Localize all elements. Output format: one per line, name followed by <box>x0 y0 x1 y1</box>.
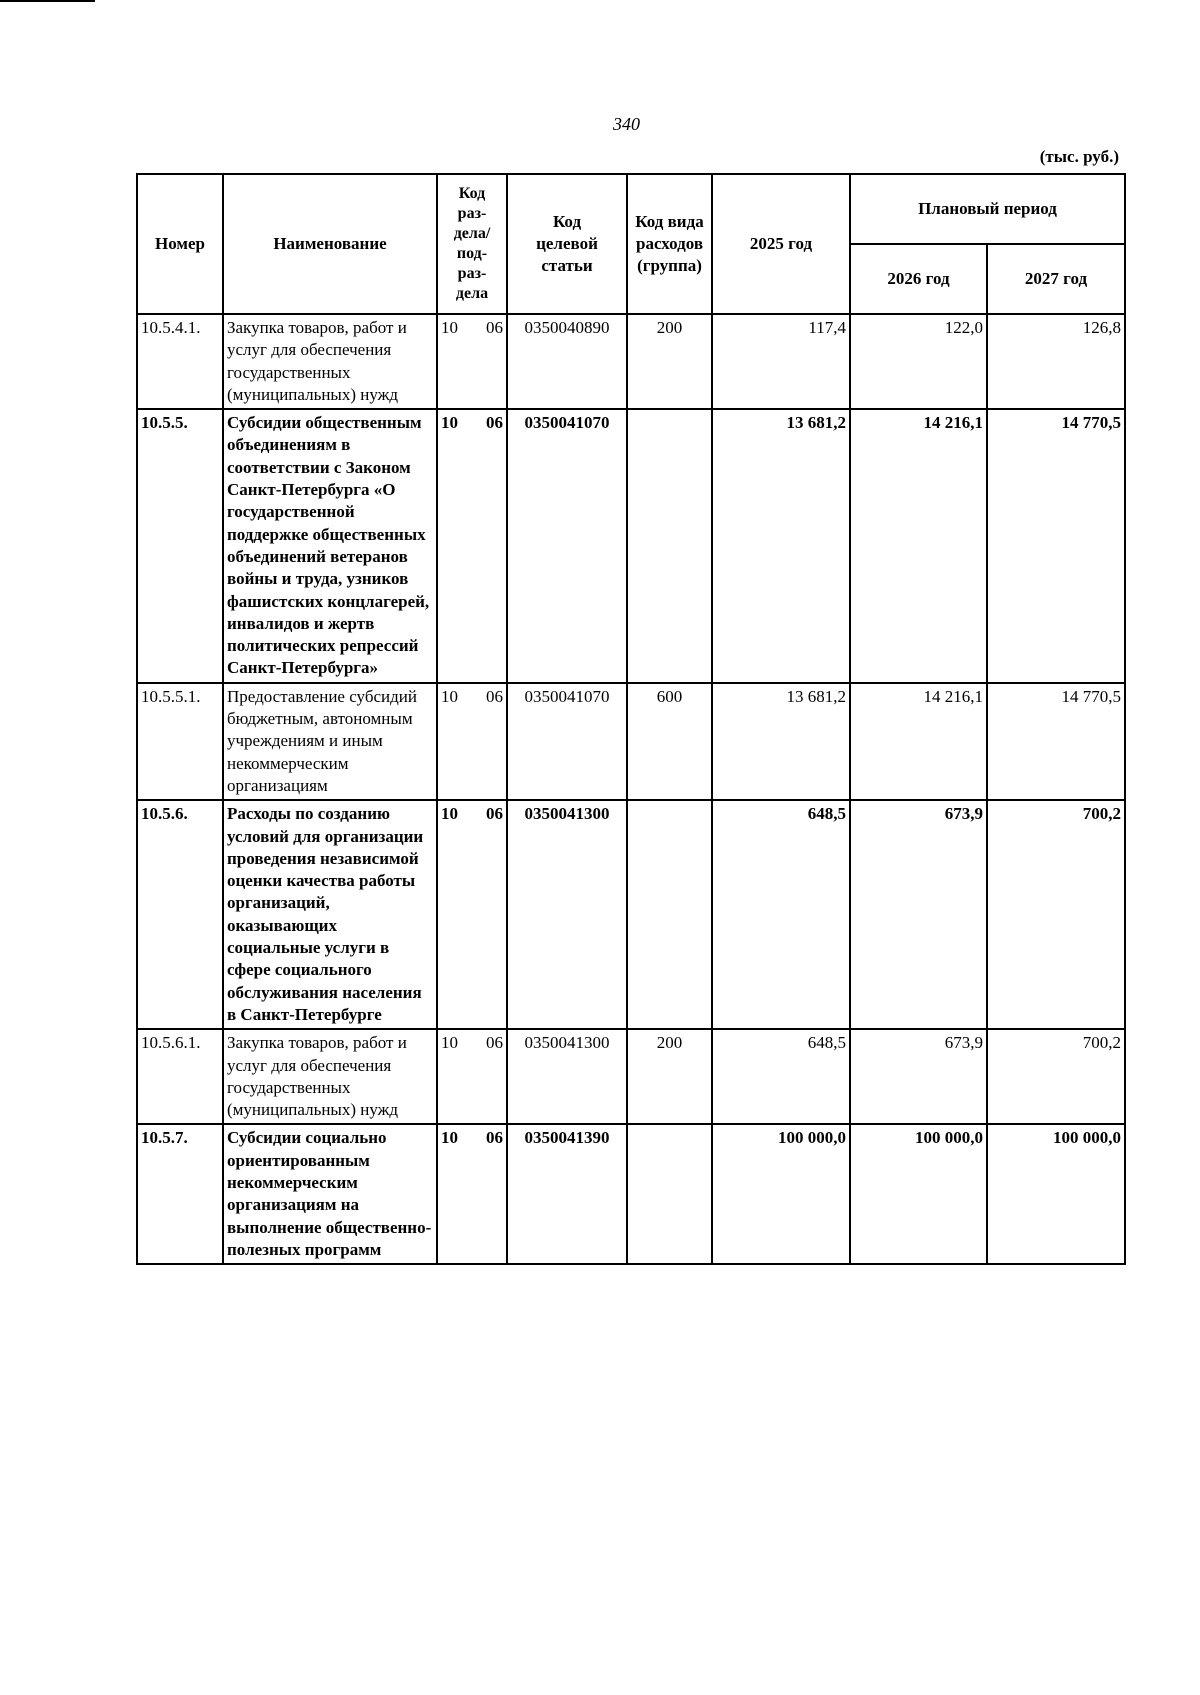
row-amount-2026: 14 216,1 <box>850 683 987 800</box>
row-subsection: 06 <box>486 804 503 824</box>
row-amount-2025: 117,4 <box>712 314 850 409</box>
header-year-2026: 2026 год <box>850 244 987 314</box>
table-row <box>137 1029 1125 1124</box>
row-section: 10 <box>441 1033 458 1053</box>
row-amount-2027: 100 000,0 <box>987 1124 1125 1264</box>
row-number: 10.5.6. <box>137 800 223 1029</box>
header-year-2025: 2025 год <box>712 174 850 314</box>
row-subsection: 06 <box>486 413 503 433</box>
row-subsection: 06 <box>486 1033 503 1053</box>
row-section-code <box>437 314 507 409</box>
row-amount-2025: 13 681,2 <box>712 683 850 800</box>
row-section-code <box>437 409 507 683</box>
row-number: 10.5.5.1. <box>137 683 223 800</box>
row-expense-group <box>627 1124 712 1264</box>
units-note: (тыс. руб.) <box>1039 147 1119 166</box>
row-target-code: 0350041070 <box>507 683 627 800</box>
row-name: Закупка товаров, работ и услуг для обеспечения государственных (муниципальных) нужд <box>223 1029 437 1124</box>
budget-table <box>136 173 1126 1265</box>
table-row <box>137 409 1125 683</box>
row-expense-group: 600 <box>627 683 712 800</box>
row-amount-2027: 700,2 <box>987 1029 1125 1124</box>
row-amount-2027: 14 770,5 <box>987 409 1125 683</box>
row-subsection: 06 <box>486 1128 503 1148</box>
row-section-code <box>437 1124 507 1264</box>
row-subsection: 06 <box>486 318 503 337</box>
row-amount-2026: 14 216,1 <box>850 409 987 683</box>
table-row <box>137 314 1125 409</box>
row-name: Закупка товаров, работ и услуг для обеспечения государственных (муниципальных) нужд <box>223 314 437 409</box>
row-subsection: 06 <box>486 686 503 706</box>
row-amount-2025: 100 000,0 <box>712 1124 850 1264</box>
page-number: 340 <box>613 114 640 134</box>
row-number: 10.5.4.1. <box>137 314 223 409</box>
row-target-code: 0350041300 <box>507 1029 627 1124</box>
header-year-2027: 2027 год <box>987 244 1125 314</box>
row-amount-2025: 13 681,2 <box>712 409 850 683</box>
row-name: Расходы по созданию условий для организации проведения независимой оценки качества работы организаций, оказывающих социальные услуги в сфере социального обслуживания населения в Санкт-Петербурге <box>223 800 437 1029</box>
header-expense-code: Код вида расходов (группа) <box>627 174 712 314</box>
row-amount-2026: 100 000,0 <box>850 1124 987 1264</box>
row-section: 10 <box>441 1128 458 1148</box>
row-name: Субсидии общественным объединениям в соответствии с Законом Санкт-Петербурга «О государственной поддержке общественных объединений ветеранов войны и труда, узников фашистских концлагерей, инвалидов и жертв политических репрессий Санкт-Петербурга» <box>223 409 437 683</box>
row-amount-2027: 126,8 <box>987 314 1125 409</box>
row-amount-2026: 673,9 <box>850 1029 987 1124</box>
row-expense-group <box>627 409 712 683</box>
row-section: 10 <box>441 413 458 433</box>
row-section: 10 <box>441 318 458 337</box>
row-target-code: 0350041300 <box>507 800 627 1029</box>
row-name: Субсидии социально ориентированным некоммерческим организациям на выполнение общественно-полезных программ <box>223 1124 437 1264</box>
table-row <box>137 683 1125 800</box>
row-section: 10 <box>441 686 458 706</box>
header-number: Номер <box>137 174 223 314</box>
header-section-code: Код раз- дела/ под- раз- дела <box>437 174 507 314</box>
row-expense-group: 200 <box>627 314 712 409</box>
row-section-code <box>437 800 507 1029</box>
header-target-code: Код целевой статьи <box>507 174 627 314</box>
row-target-code: 0350041390 <box>507 1124 627 1264</box>
row-target-code: 0350040890 <box>507 314 627 409</box>
row-amount-2025: 648,5 <box>712 800 850 1029</box>
table-body <box>137 314 1125 1264</box>
corner-mark <box>0 0 95 2</box>
row-expense-group <box>627 800 712 1029</box>
header-name: Наименование <box>223 174 437 314</box>
row-amount-2026: 122,0 <box>850 314 987 409</box>
table-row <box>137 800 1125 1029</box>
row-section-code <box>437 683 507 800</box>
row-amount-2025: 648,5 <box>712 1029 850 1124</box>
row-number: 10.5.7. <box>137 1124 223 1264</box>
row-target-code: 0350041070 <box>507 409 627 683</box>
row-number: 10.5.5. <box>137 409 223 683</box>
row-amount-2027: 700,2 <box>987 800 1125 1029</box>
row-amount-2027: 14 770,5 <box>987 683 1125 800</box>
row-expense-group: 200 <box>627 1029 712 1124</box>
row-section-code <box>437 1029 507 1124</box>
row-section: 10 <box>441 804 458 824</box>
row-amount-2026: 673,9 <box>850 800 987 1029</box>
row-number: 10.5.6.1. <box>137 1029 223 1124</box>
header-planning-period: Плановый период <box>850 174 1125 244</box>
row-name: Предоставление субсидий бюджетным, автономным учреждениям и иным некоммерческим организациям <box>223 683 437 800</box>
table-row <box>137 1124 1125 1264</box>
